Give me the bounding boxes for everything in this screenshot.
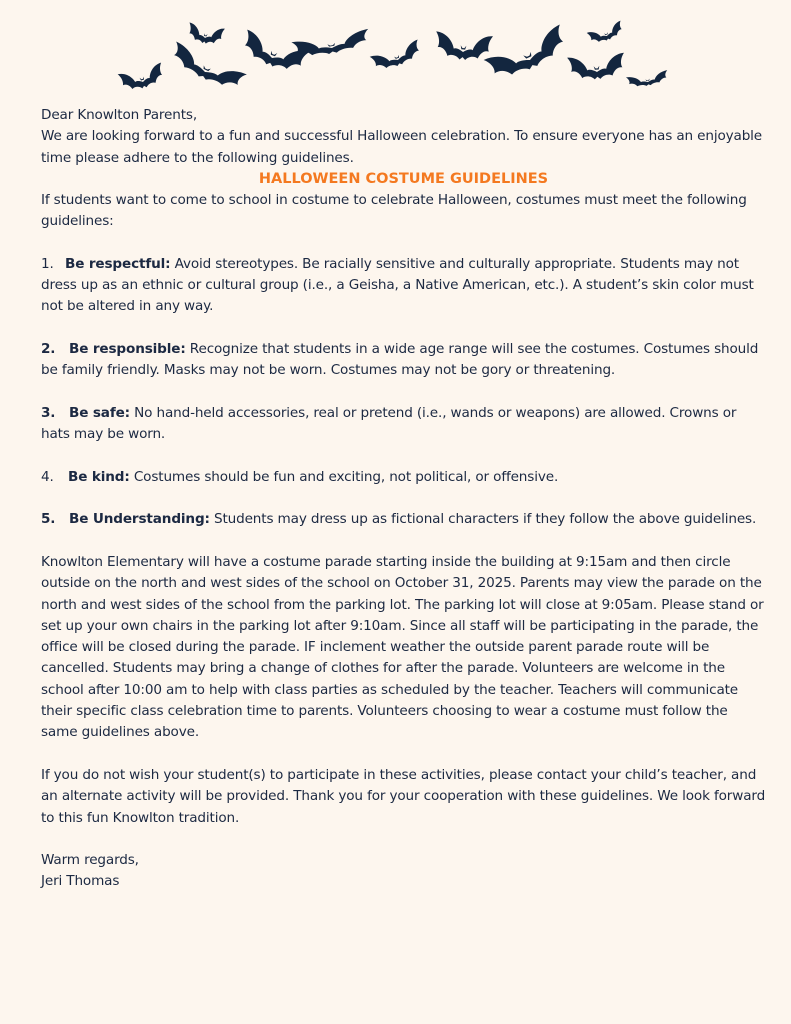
guideline-title: Be respectful: bbox=[65, 255, 171, 272]
closing: Warm regards, bbox=[41, 852, 139, 869]
guideline-text: No hand-held accessories, real or pretend (i.e., wands or weapons) are allowed. Crowns or hats may be worn. bbox=[41, 404, 737, 443]
bat-icon bbox=[167, 42, 247, 95]
letter-body bbox=[41, 105, 766, 893]
guideline-text: Avoid stereotypes. Be racially sensitive and culturally appropriate. Students may not dress up as an ethnic or cultural group (i.e., a Geisha, a Native American, etc.). A student’s skin color must not be altered in any way. bbox=[41, 255, 754, 315]
bat-icon bbox=[118, 63, 167, 94]
guideline-text: Students may dress up as fictional characters if they follow the above guidelines. bbox=[209, 511, 757, 528]
optout-paragraph: If you do not wish your student(s) to participate in these activities, please contact your child’s teacher, and an alternate activity will be provided. Thank you for your cooperation with these guidelines. We look forward to this fun Knowlton tradition. bbox=[41, 766, 766, 826]
intro-paragraph: We are looking forward to a fun and successful Halloween celebration. To ensure everyone has an enjoyable time please adhere to the following guidelines. bbox=[41, 128, 763, 166]
guideline-number: 3. bbox=[41, 404, 56, 421]
salutation: Dear Knowlton Parents, bbox=[41, 107, 198, 123]
bat-icon bbox=[238, 30, 309, 77]
guideline-item bbox=[41, 467, 766, 488]
bat-icon bbox=[434, 31, 493, 62]
guideline-item bbox=[41, 403, 766, 446]
bat-icon bbox=[484, 24, 572, 85]
guideline-item bbox=[41, 339, 766, 382]
signature: Jeri Thomas bbox=[41, 873, 120, 890]
guidelines-heading: HALLOWEEN COSTUME GUIDELINES bbox=[258, 170, 549, 187]
guideline-number: 1. bbox=[41, 255, 54, 272]
guideline-title: Be kind: bbox=[68, 468, 130, 485]
guideline-item bbox=[41, 509, 766, 530]
guideline-text: Recognize that students in a wide age range will see the costumes. Costumes should be family friendly. Masks may not be worn. Costumes may not be gory or threatening. bbox=[41, 340, 759, 379]
guideline-title: Be responsible: bbox=[69, 340, 186, 357]
guideline-number: 4. bbox=[41, 468, 54, 485]
bat-icon bbox=[626, 70, 669, 89]
guideline-item bbox=[41, 254, 766, 318]
bats-banner-icon bbox=[0, 0, 791, 105]
bat-icon bbox=[567, 53, 626, 82]
parade-paragraph: Knowlton Elementary will have a costume parade starting inside the building at 9:15am and then circle outside on the north and west sides of the school on October 31, 2025. Parents may view the parade on the north and west sides of the school from the parking lot. The parking lot will close at 9:05am. Please stand or set up your own chairs in the parking lot after 9:10am. Since all staff will be participating in the parade, the office will be closed during the parade. IF inclement weather the outside parent parade route will be cancelled. Students may bring a change of clothes for after the parade. Volunteers are welcome in the school after 10:00 am to help with class parties as scheduled by the teacher. Teachers will communicate their specific class celebration time to parents. Volunteers choosing to wear a costume must follow the same guidelines above. bbox=[41, 553, 764, 741]
bat-icon bbox=[587, 21, 626, 46]
guidelines-lead: If students want to come to school in costume to celebrate Halloween, costumes must meet the following guidelines: bbox=[41, 191, 747, 230]
guideline-number: 2. bbox=[41, 340, 56, 357]
bat-icon bbox=[370, 39, 424, 73]
bat-icon bbox=[186, 22, 225, 46]
guideline-text: Costumes should be fun and exciting, not political, or offensive. bbox=[129, 468, 559, 485]
guideline-title: Be Understanding: bbox=[69, 511, 210, 528]
guideline-number: 5. bbox=[41, 511, 56, 528]
guideline-title: Be safe: bbox=[69, 404, 130, 421]
